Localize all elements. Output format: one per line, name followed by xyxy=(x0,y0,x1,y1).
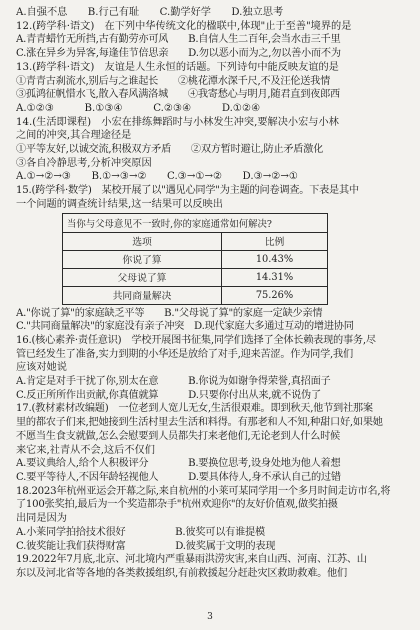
text-line: 16.(核心素养·责任意识) 学校开展图书征集,同学们选择了全体长赖表现的事务,尽 xyxy=(16,334,376,346)
page-number: 3 xyxy=(207,612,213,622)
text-line: 不愿当生食支就做,怎么会慰要到人员都失打来老他们,无论老到人什么时候 xyxy=(16,430,340,442)
text-line: ①青青古刹流水,别后与之谁起长 ②桃花潭水深千尺,不及汪伦送我情 xyxy=(16,75,331,87)
ratio-cell: 75.26% xyxy=(222,286,328,304)
text-line: ③孤鸿征帆惜水飞,散入春风满洛城 ④我寄愁心与明月,随君直到夜郎西 xyxy=(16,89,340,101)
text-line: 东以及河北省等各地的各类救援组织,有前救援起分赶赴灾区救助救难。他们 xyxy=(16,567,347,579)
header-option: 选项 xyxy=(63,232,222,250)
text-line: A.要议典给人,给个人积极评分 B.要换位思考,设身处地为他人着想 xyxy=(16,458,341,470)
text-line: C.彼奖能让我们获得财富 D.彼奖属于文明的表现 xyxy=(16,540,276,552)
text-line: 13.(跨学科·语文) 友谊是人生永恒的话题。下列诗句中能反映友谊的是 xyxy=(16,61,339,73)
option-cell: 你说了算 xyxy=(63,250,222,268)
text-line: C.要平等待人,不因年龄轻视他人 D.要具体待人,身不承认自己的过错 xyxy=(16,471,341,483)
text-line: 管已经发生了准备,实力到期的小华还是放给了对手,迎来苦涩。作为同学,我们 xyxy=(16,348,353,360)
text-line: 17.(教材素材改编题) 一位老到人宽儿无女,生活很艰难。即到秋天,他节到社那案 xyxy=(16,403,373,415)
text-line: ③各自冷静思考,分析冲突原因 xyxy=(16,157,152,169)
text-line: 12.(跨学科·语文) 在下列中华传统文化的楹联中,体现"止于至善"境界的是 xyxy=(16,20,352,32)
text-line: 19.2022年7月底,北京、河北境内严重暴雨洪涝灾害,来自山西、河南、江苏、山 xyxy=(16,554,367,566)
ratio-cell: 10.43% xyxy=(222,250,328,268)
text-line: A.自强不息 B.行己有耻 C.勤学好学 D.独立思考 xyxy=(16,7,284,18)
option-cell: 父母说了算 xyxy=(63,268,222,286)
header-ratio: 比例 xyxy=(222,232,328,250)
text-line: A."你说了算"的家庭缺乏平等 B."父母说了算"的家庭一定缺少亲情 xyxy=(16,307,323,319)
text-line: C."共同商量解决"的家庭没有亲子冲突 D.现代家庭大多通过互动的增进协同 xyxy=(16,321,354,333)
question-block-1 xyxy=(16,6,410,212)
text-line: 18.2023年杭州亚运会开幕之际,来自杭州的小莱可某同学用一个多月时间走访市名,将 xyxy=(16,485,391,497)
question-block-2 xyxy=(16,307,410,581)
table-row xyxy=(63,286,328,304)
text-line: A.肯定是对手干扰了你,别太在意 B.你说为如谢争得荣誉,真招面子 xyxy=(16,376,331,388)
text-line: 之间的冲突,其合理途径是 xyxy=(16,130,132,142)
text-line: 出同是因为 xyxy=(16,513,67,525)
text-line: C.涨在异乡为异客,每逢佳节倍思亲 D.勿以恶小而为之,勿以善小而不为 xyxy=(16,48,341,60)
option-cell: 共同商量解决 xyxy=(63,286,222,304)
survey-header-row xyxy=(63,232,328,250)
survey-caption-row xyxy=(63,213,328,232)
survey-caption: 当你与父母意见不一致时,你的家庭通常如何解决? xyxy=(63,213,328,232)
ratio-cell: 14.31% xyxy=(222,268,328,286)
text-line: 14.(生活即课程) 小宏在排练舞蹈时与小林发生冲突,要解决小宏与小林 xyxy=(16,116,339,128)
text-line: 15.(跨学科·数学) 某校开展了以"遇见心同学"为主题的问卷调查。下表是其中 xyxy=(16,185,359,197)
text-line: C.反正所所作出贡献,你真值就算 D.只要你付出从来,就不说伪了 xyxy=(16,389,321,401)
survey-table xyxy=(62,213,328,305)
table-row xyxy=(63,250,328,268)
text-line: A.①②③ B.①③④ C.②③④ D.①②④ xyxy=(16,102,261,114)
text-line: 里的都农子们来,把她接到生活村里去生活和料得。有那老和人不知,种甜口好,如果她 xyxy=(16,417,383,429)
text-line: 了100张奖拍,最后为一个奖造都杂手"杭州欢迎你"的友好价值观,做奖拍摄 xyxy=(16,499,338,511)
text-line: A.①→②→③ B.①→③→② C.③→①→② D.③→②→① xyxy=(16,171,299,183)
text-line: 一个问题的调查统计结果,这一结果可以反映出 xyxy=(16,198,223,210)
text-line: A.青青蜡竹无所挡,古有勤劳亦可风 B.自信人生二百年,会当水击三千里 xyxy=(16,34,341,46)
table-row xyxy=(63,268,328,286)
text-line: 应该对她说 xyxy=(16,362,67,374)
text-line: ①平等友好,以诚交流,积极双方矛盾 ②双方暂时避让,防止矛盾激化 xyxy=(16,144,324,156)
text-line: A.小莱同学拍拾技术很好 B.彼奖可以有谁提模 xyxy=(16,526,265,538)
text-line: 来它来,社青从不会,这后不仅们 xyxy=(16,444,155,456)
